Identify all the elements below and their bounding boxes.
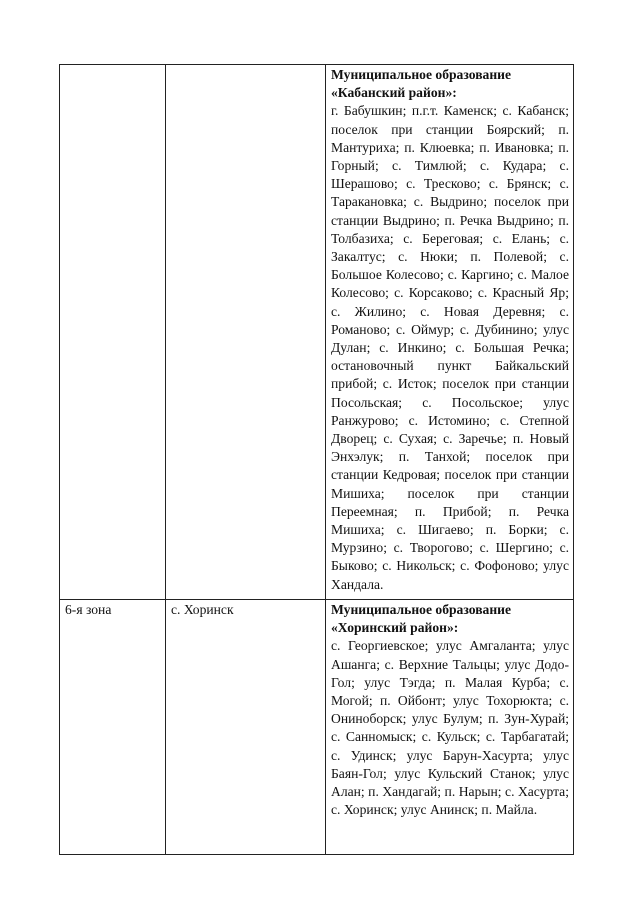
- center-cell: [166, 65, 326, 600]
- center-cell: [166, 600, 326, 855]
- zone-cell: [60, 65, 166, 600]
- municipality-title: Муниципальное образование «Кабанский район»:: [331, 67, 512, 101]
- municipality-cell: [326, 65, 574, 600]
- table-row: [60, 600, 574, 855]
- settlements-list: г. Бабушкин; п.г.т. Каменск; с. Кабанск; поселок при станции Боярский; п. Мантуриха; п. Клюевка; п. Ивановка; п. Горный; с. Тимлюй; с. Кудара; с. Шерашово; с. Тресково; с. Брянск; с. Таракановка; с. Выдрино; поселок при станции Выдрино; п. Речка Выдрино; п. Толбазиха; с. Береговая; с. Елань; с. Закалтус; с. Нюки; п. Полевой; с. Большое Колесово; с. Каргино; с. Малое Колесово; с. Корсаково; с. Красный Яр; с. Жилино; с. Новая Деревня; с. Романово; с. Оймур; с. Дубинино; улус Дулан; с. Инкино; с. Большая Речка; остановочный пункт Байкальский прибой; с. Исток; поселок при станции Посольская; с. Посольское; улус Ранжурово; с. Истомино; с. Степной Дворец; с. Сухая; с. Заречье; п. Новый Энхэлук; п. Танхой; поселок при станции Кедровая; поселок при станции Мишиха; поселок при станции Переемная; п. Прибой; п. Речка Мишиха; с. Шигаево; п. Борки; с. Мурзино; с. Творогово; с. Шергино; с. Быково; с. Никольск; с. Фофоново; улус Хандала.: [331, 103, 569, 592]
- center-label: [171, 65, 321, 66]
- center-label: с. Хоринск: [171, 602, 234, 617]
- municipality-cell: [326, 600, 574, 855]
- zone-cell: [60, 600, 166, 855]
- table-row: [60, 65, 574, 600]
- zone-label: [65, 65, 161, 66]
- zone-label: 6-я зона: [65, 602, 112, 617]
- zones-table: [59, 64, 574, 855]
- municipality-title: Муниципальное образование «Хоринский район»:: [331, 602, 512, 636]
- settlements-list: с. Георгиевское; улус Амгаланта; улус Ашанга; с. Верхние Тальцы; улус Додо-Гол; улус Тэгда; п. Малая Курба; с. Могой; п. Ойбонт; улус Тохорюкта; с. Онинoборск; улус Булум; п. Зун-Хурай; с. Санномыск; с. Кульск; с. Тарбагатай; с. Удинск; улус Барун-Хасурта; улус Баян-Гол; улус Кульский Станок; улус Алан; п. Хандагай; п. Нарын; с. Хасурта; с. Хоринск; улус Анинск; п. Майла.: [331, 638, 569, 818]
